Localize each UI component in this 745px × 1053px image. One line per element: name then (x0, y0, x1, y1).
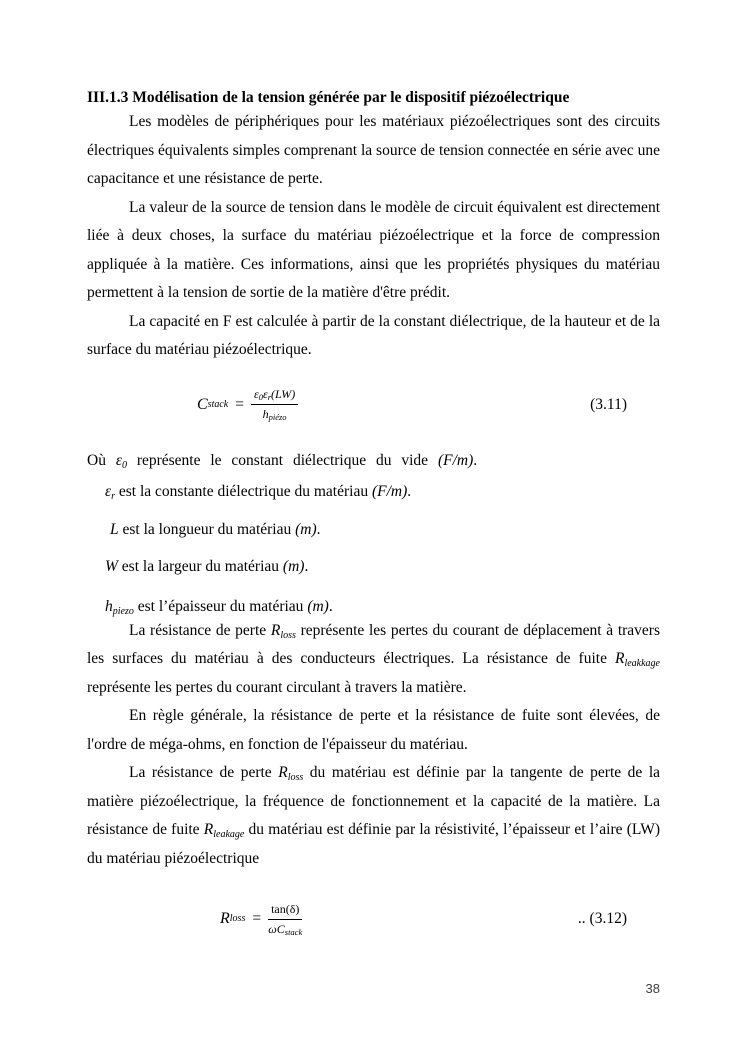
width-symbol: W (105, 557, 118, 575)
p4-segment-1: La résistance de perte (129, 621, 271, 639)
p6-rleakage-subscript: leakage (213, 829, 245, 840)
def3-unit: (m) (295, 520, 317, 538)
def5-period: . (328, 597, 333, 615)
eq2-c-symbol: C (276, 921, 285, 936)
eq2-fraction (268, 902, 302, 937)
paragraph-loss-resistance (87, 617, 660, 703)
def2-period: . (407, 482, 412, 500)
p6-rloss-symbol: R (278, 764, 288, 781)
p6-segment-3: du matériau est définie par la résistivité, l’épaisseur et l’aire (LW) du matériau piézoélectrique (87, 821, 660, 867)
def2-text: est la constante diélectrique du matériau (115, 482, 372, 500)
page-number: 38 (645, 981, 660, 996)
p6-segment-1: La résistance de perte (129, 764, 279, 781)
rleakage-subscript: leakkage (624, 658, 660, 669)
paragraph-rloss-definition (87, 759, 660, 873)
rloss-subscript: loss (280, 629, 296, 641)
def3-text: est la longueur du matériau (118, 520, 296, 538)
eq1-epsilonr-subscript: r (267, 392, 271, 402)
paragraph-general-rule: En règle générale, la résistance de perte et la résistance de fuite sont élevées, de l'ordre de méga-ohms, en fonction de l'épaisseur du matériau. (87, 707, 660, 753)
eq1-numerator (251, 387, 298, 405)
eq1-fraction (251, 387, 298, 422)
paragraph-capacity: La capacité en F est calculée à partir de la constant diélectrique, de la hauteur et de la surface du matériau piézoélectrique. (87, 312, 660, 358)
def1-text: représente le constant diélectrique du vide (126, 451, 438, 469)
epsilonr-subscript: r (111, 490, 116, 502)
definition-thickness (87, 597, 660, 617)
eq2-denominator (268, 920, 302, 937)
equation-3-12 (87, 893, 660, 945)
eq1-epsilon0: ε (253, 387, 259, 401)
eq1-h-subscript: piézo (268, 412, 287, 422)
eq1-lhs-symbol: C (197, 395, 208, 413)
definition-epsilon0 (87, 451, 660, 471)
paragraph-models: Les modèles de périphériques pour les matériaux piézoélectriques sont des circuits électriques équivalents simples comprenant la source de tension connectée en série avec une capacitance et une résistance de perte. (87, 113, 660, 187)
length-symbol: L (110, 520, 119, 538)
equation-3-11 (87, 379, 660, 431)
equation-3-11-body: C stack = $\frac{\varepsilon_0\varepsilon_r(LW)}{h_{piézo}}$ (197, 387, 298, 422)
equation-3-12-body: R loss = $\frac{\tan(\delta)}{\omega C_{stack}}$ (220, 901, 303, 937)
eq1-denominator (251, 405, 298, 422)
epsilonr-symbol: ε (105, 482, 112, 500)
eq1-equals-sign: = (235, 395, 244, 413)
def4-period: . (304, 557, 309, 575)
page-content (87, 0, 660, 945)
def1-unit: (F/m) (437, 451, 474, 469)
hpiezo-symbol: h (105, 597, 113, 615)
eq1-epsilonr: ε (262, 387, 268, 401)
p4-segment-2: représente les pertes du courant de déplacement à travers les surfaces du matériau à des conducteurs électriques. La résistance de fuite (87, 621, 660, 667)
def4-unit: (m) (282, 557, 305, 575)
epsilon0-symbol: ε (115, 451, 122, 469)
eq1-h-symbol: h (262, 407, 269, 421)
definition-epsilonr (87, 482, 660, 502)
epsilon0-subscript: 0 (121, 459, 127, 471)
def1-period: . (473, 451, 478, 469)
equation-3-11-label: (3.11) (590, 395, 627, 413)
eq2-c-subscript: stack (284, 926, 303, 937)
equation-3-12-label: .. (3.12) (577, 910, 627, 927)
def3-period: . (316, 520, 321, 538)
section-heading: III.1.3 Modélisation de la tension générée par le dispositif piézoélectrique (87, 89, 570, 106)
rloss-symbol: R (270, 621, 281, 639)
p6-rloss-subscript: loss (287, 772, 304, 783)
rleakage-symbol: R (614, 650, 625, 667)
def5-unit: (m) (307, 597, 329, 615)
eq2-numerator: tan(δ) (268, 902, 302, 920)
hpiezo-subscript: piezo (112, 605, 134, 617)
definition-width (87, 557, 660, 577)
paragraph-voltage-source: La valeur de la source de tension dans le modèle de circuit équivalent est directement liée à deux choses, la surface du matériau piézoélectrique et la force de compression appliquée à la matière. Ces informations, ainsi que les propriétés physiques du matériau permettent à la tension de sortie de la matière d'être prédit. (87, 198, 660, 301)
eq1-lw-term: (LW) (271, 387, 296, 401)
eq2-lhs-symbol: R (220, 910, 230, 927)
def2-unit: (F/m) (371, 482, 408, 500)
eq2-omega-symbol: ω (268, 921, 277, 936)
p6-rleakage-symbol: R (203, 821, 214, 838)
eq1-epsilon0-subscript: 0 (258, 392, 263, 402)
def4-text: est la largeur du matériau (117, 557, 283, 575)
def1-prefix: Où (87, 451, 116, 469)
p6-segment-2: du matériau est définie par la tangente de perte de la matière piézoélectrique, la fréquence de fonctionnement et la capacité de la matière. La résistance de fuite (87, 764, 661, 838)
def5-text: est l’épaisseur du matériau (133, 597, 308, 615)
p4-segment-3: représente les pertes du courant circulant à travers la matière. (87, 678, 467, 696)
definition-length (87, 520, 660, 540)
eq2-equals-sign: = (252, 910, 262, 927)
